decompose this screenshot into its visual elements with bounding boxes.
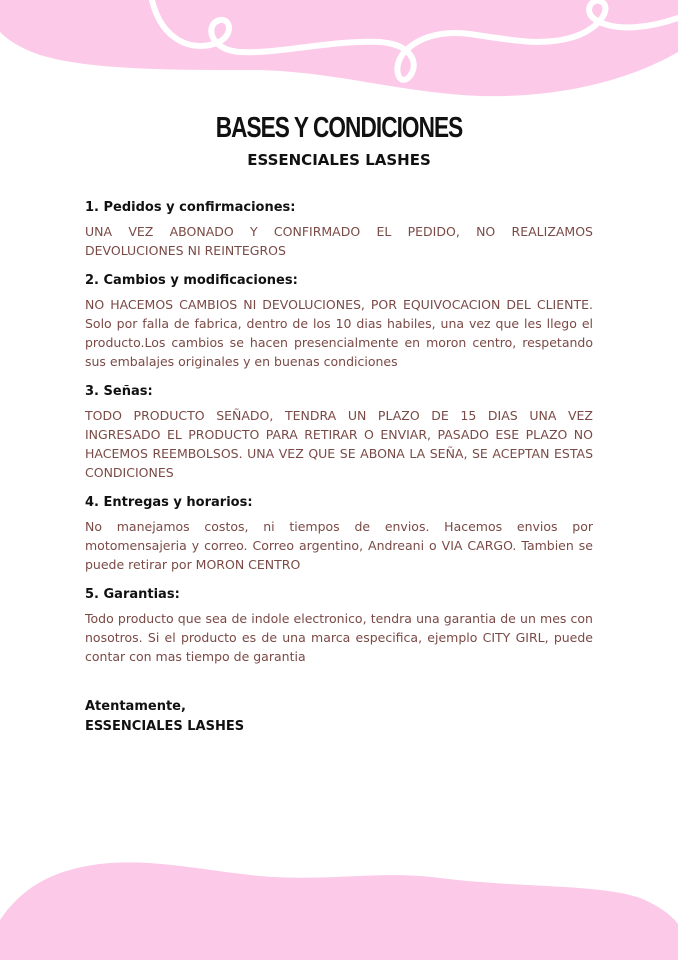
section-cambios [85, 272, 593, 371]
section-body: Todo producto que sea de indole electronico, tendra una garantia de un mes con nosotros. Si el producto es de una marca especifica, ejemplo CITY GIRL, puede contar con mas tiempo de garantia [85, 611, 593, 664]
top-wave-decoration [0, 0, 678, 110]
section-body: UNA VEZ ABONADO Y CONFIRMADO EL PEDIDO, NO REALIZAMOS DEVOLUCIONES NI REINTEGROS [85, 224, 593, 258]
bottom-wave-decoration [0, 850, 678, 960]
closing-signature [85, 697, 593, 737]
section-body: TODO PRODUCTO SEÑADO, TENDRA UN PLAZO DE 15 DIAS UNA VEZ INGRESADO EL PRODUCTO PARA RETIRAR O ENVIAR, PASADO ESE PLAZO NO HACEMOS REEMBOLSOS. UNA VEZ QUE SE ABONA LA SEÑA, SE ACEPTAN ESTAS CONDICIONES [85, 408, 593, 480]
section-heading: 1. Pedidos y confirmaciones: [85, 200, 296, 215]
section-body: NO HACEMOS CAMBIOS NI DEVOLUCIONES, POR EQUIVOCACION DEL CLIENTE. Solo por falla de fabrica, dentro de los 10 dias habiles, una vez que les llego el producto.Los cambios se hacen presencialmente en moron centro, respetando sus embalajes originales y en buenas condiciones [85, 297, 593, 369]
section-heading: 2. Cambios y modificaciones: [85, 273, 298, 288]
section-pedidos [85, 199, 593, 260]
section-garantias [85, 586, 593, 666]
closing-signer: ESSENCIALES LASHES [85, 719, 245, 734]
section-heading: 5. Garantias: [85, 587, 180, 602]
terms-content [85, 199, 593, 678]
section-body: No manejamos costos, ni tiempos de envios. Hacemos envios por motomensajeria y correo. Correo argentino, Andreani o VIA CARGO. Tambien se puede retirar por MORON CENTRO [85, 519, 593, 572]
closing-salutation: Atentamente, [85, 699, 186, 714]
section-entregas [85, 494, 593, 574]
section-heading: 3. Señas: [85, 384, 153, 399]
section-senas [85, 383, 593, 482]
document-subtitle: ESSENCIALES LASHES [247, 151, 431, 169]
section-heading: 4. Entregas y horarios: [85, 495, 253, 510]
document-title: BASES Y CONDICIONES [215, 112, 463, 144]
